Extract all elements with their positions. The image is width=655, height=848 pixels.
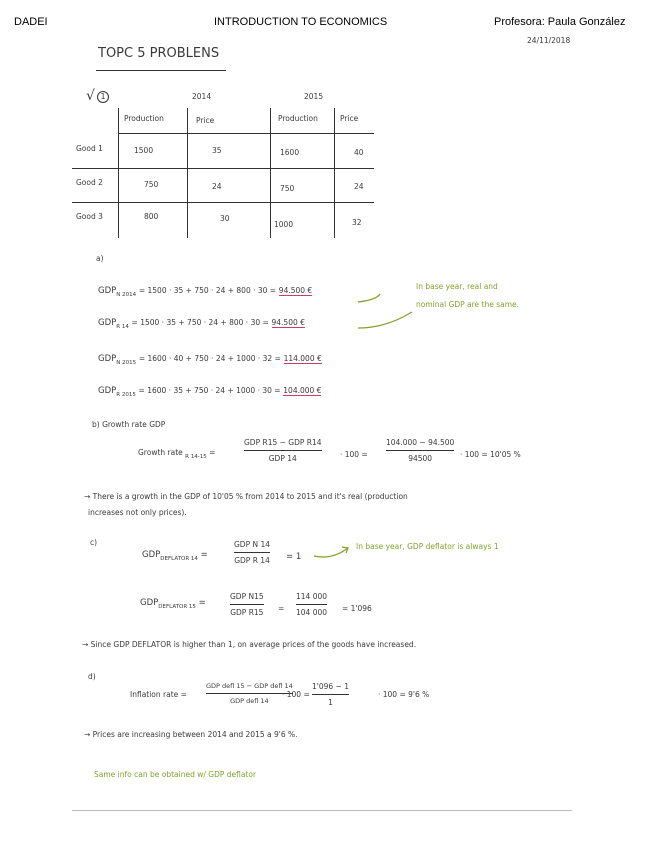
table-cell: 24 xyxy=(354,182,364,191)
growth-rate-lhs: Growth rate $_{R 14-15}$ = xyxy=(138,448,216,460)
table-cell: 1500 xyxy=(134,146,154,155)
fraction-denominator: 104 000 xyxy=(296,608,328,617)
fraction-denominator: GDP defl 14 xyxy=(230,697,269,705)
title-underline xyxy=(96,70,226,71)
table-divider xyxy=(270,108,271,238)
fraction-numerator: GDP N 14 xyxy=(234,540,271,549)
equals-sign: = xyxy=(278,604,285,613)
inflation-fraction-values xyxy=(312,682,349,707)
row-label: Good 1 xyxy=(76,144,103,153)
table-cell: 800 xyxy=(144,212,159,221)
fraction-numerator: 1'096 − 1 xyxy=(312,682,349,691)
gdp-line xyxy=(98,286,312,296)
row-label: Good 2 xyxy=(76,178,103,187)
col-header: Production xyxy=(124,114,164,123)
growth-mult: · 100 = xyxy=(340,450,368,459)
deflator-sub: DEFLATOR 14 xyxy=(160,556,198,562)
table-divider xyxy=(118,133,374,134)
gdp-result: 114.000 € xyxy=(283,354,322,363)
table-divider xyxy=(118,108,119,238)
fraction-denominator: GDP R15 xyxy=(230,608,264,617)
table-cell: 24 xyxy=(212,182,222,191)
gdp-line xyxy=(98,354,322,364)
header-right: Profesora: Paula González xyxy=(494,16,626,28)
date: 24/11/2018 xyxy=(527,36,571,45)
deflator-label: GDP xyxy=(140,598,159,608)
gdp-rhs: = 1500 · 35 + 750 · 24 + 800 · 30 = xyxy=(131,318,269,327)
gdp-result: 94.500 € xyxy=(278,286,313,295)
deflator15-result: = 1'096 xyxy=(342,604,372,613)
deflator14-lhs: $GDP_{DEFLATOR 14}$ = xyxy=(142,550,208,562)
gdp-result: 104.000 € xyxy=(283,386,322,395)
gdp-lhs: GDP xyxy=(98,386,117,396)
page-bottom-edge xyxy=(72,810,572,811)
bracket-arrow-icon xyxy=(356,292,416,332)
fraction-denominator: 94500 xyxy=(408,454,433,463)
gdp-sub: R 14 xyxy=(116,324,129,330)
gdp-line xyxy=(98,386,321,396)
fraction-numerator: GDP R15 − GDP R14 xyxy=(244,438,322,447)
table-cell: 1000 xyxy=(274,220,294,229)
header-title: INTRODUCTION TO ECONOMICS xyxy=(214,16,388,28)
year-2014: 2014 xyxy=(192,92,212,101)
growth-fraction-values xyxy=(386,438,454,463)
gdp-rhs: = 1600 · 40 + 750 · 24 + 1000 · 32 = xyxy=(138,354,281,363)
inflation-fraction xyxy=(206,682,293,705)
deflator-label: GDP xyxy=(142,550,161,560)
inflation-note: Same info can be obtained w/ GDP deflator xyxy=(94,770,257,779)
fraction-denominator: 1 xyxy=(328,698,333,707)
fraction-denominator: GDP 14 xyxy=(268,454,297,463)
growth-rate-sub: R 14-15 xyxy=(185,454,207,460)
gdp-rhs: = 1500 · 35 + 750 · 24 + 800 · 30 = xyxy=(138,286,277,295)
col-header: Production xyxy=(278,114,318,123)
part-c-label: c) xyxy=(90,538,98,547)
table-cell: 30 xyxy=(220,214,230,223)
year-2015: 2015 xyxy=(304,92,324,101)
arrow-icon xyxy=(312,542,352,562)
gdp-lhs: GDP xyxy=(98,318,117,328)
gdp-result: 94.500 € xyxy=(271,318,305,327)
gdp-sub: N 2014 xyxy=(116,292,137,298)
inflation-mult: · 100 = xyxy=(282,690,310,699)
table-cell: 40 xyxy=(354,148,364,157)
growth-fraction xyxy=(244,438,322,463)
table-divider xyxy=(187,108,188,238)
problem-number: 1 xyxy=(97,91,109,103)
gdp-sub: R 2015 xyxy=(116,392,136,398)
table-divider xyxy=(334,108,335,238)
gdp-line xyxy=(98,318,305,328)
gdp-rhs: = 1600 · 35 + 750 · 24 + 1000 · 30 = xyxy=(138,386,281,395)
deflator14-result: = 1 xyxy=(286,552,302,562)
inflation-conclusion: → Prices are increasing between 2014 and 2015 a 9'6 %. xyxy=(84,730,298,739)
part-b-label: b) Growth rate GDP xyxy=(92,420,166,429)
fraction-numerator: 104.000 − 94.500 xyxy=(386,438,455,447)
deflator15-fraction-values xyxy=(296,592,327,617)
col-header: Price xyxy=(196,116,215,125)
gdp-lhs: GDP xyxy=(98,286,117,296)
deflator-sub: DEFLATOR 15 xyxy=(158,604,196,610)
fraction-numerator: GDP defl 15 − GDP defl 14 xyxy=(206,682,293,690)
deflator14-fraction xyxy=(234,540,270,565)
deflator15-fraction xyxy=(230,592,264,617)
table-cell: 750 xyxy=(280,184,295,193)
part-d-label: d) xyxy=(88,672,96,681)
growth-conclusion: increases not only prices). xyxy=(88,508,187,517)
notebook-page xyxy=(72,30,572,810)
table-cell: 35 xyxy=(212,146,222,155)
table-divider xyxy=(72,168,374,169)
table-cell: 1600 xyxy=(280,148,300,157)
part-a-label: a) xyxy=(96,254,104,263)
fraction-numerator: GDP N15 xyxy=(230,592,264,601)
fraction-numerator: 114 000 xyxy=(296,592,328,601)
inflation-lhs: Inflation rate = xyxy=(130,690,187,699)
gdp-lhs: GDP xyxy=(98,354,117,364)
growth-conclusion: → There is a growth in the GDP of 10'05 % from 2014 to 2015 and it's real (production xyxy=(84,492,408,501)
deflator-note: In base year, GDP deflator is always 1 xyxy=(356,542,499,551)
note-base-year: nominal GDP are the same. xyxy=(416,300,520,309)
growth-rate-label: Growth rate xyxy=(138,448,183,457)
deflator15-lhs: $GDP_{DEFLATOR 15}$ = xyxy=(140,598,206,610)
page-title: TOPC 5 PROBLENS xyxy=(98,46,220,61)
note-base-year: In base year, real and xyxy=(416,282,498,291)
check-icon: √ xyxy=(86,88,95,104)
fraction-denominator: GDP R 14 xyxy=(234,556,270,565)
header-left: DADEI xyxy=(14,16,48,28)
growth-result: · 100 = 10'05 % xyxy=(460,450,521,459)
inflation-result: · 100 = 9'6 % xyxy=(378,690,430,699)
table-cell: 750 xyxy=(144,180,159,189)
row-label: Good 3 xyxy=(76,212,103,221)
table-divider xyxy=(72,202,374,203)
table-cell: 32 xyxy=(352,218,362,227)
gdp-sub: N 2015 xyxy=(116,360,137,366)
deflator-conclusion: → Since GDP DEFLATOR is higher than 1, on average prices of the goods have increased. xyxy=(82,640,417,649)
col-header: Price xyxy=(340,114,359,123)
